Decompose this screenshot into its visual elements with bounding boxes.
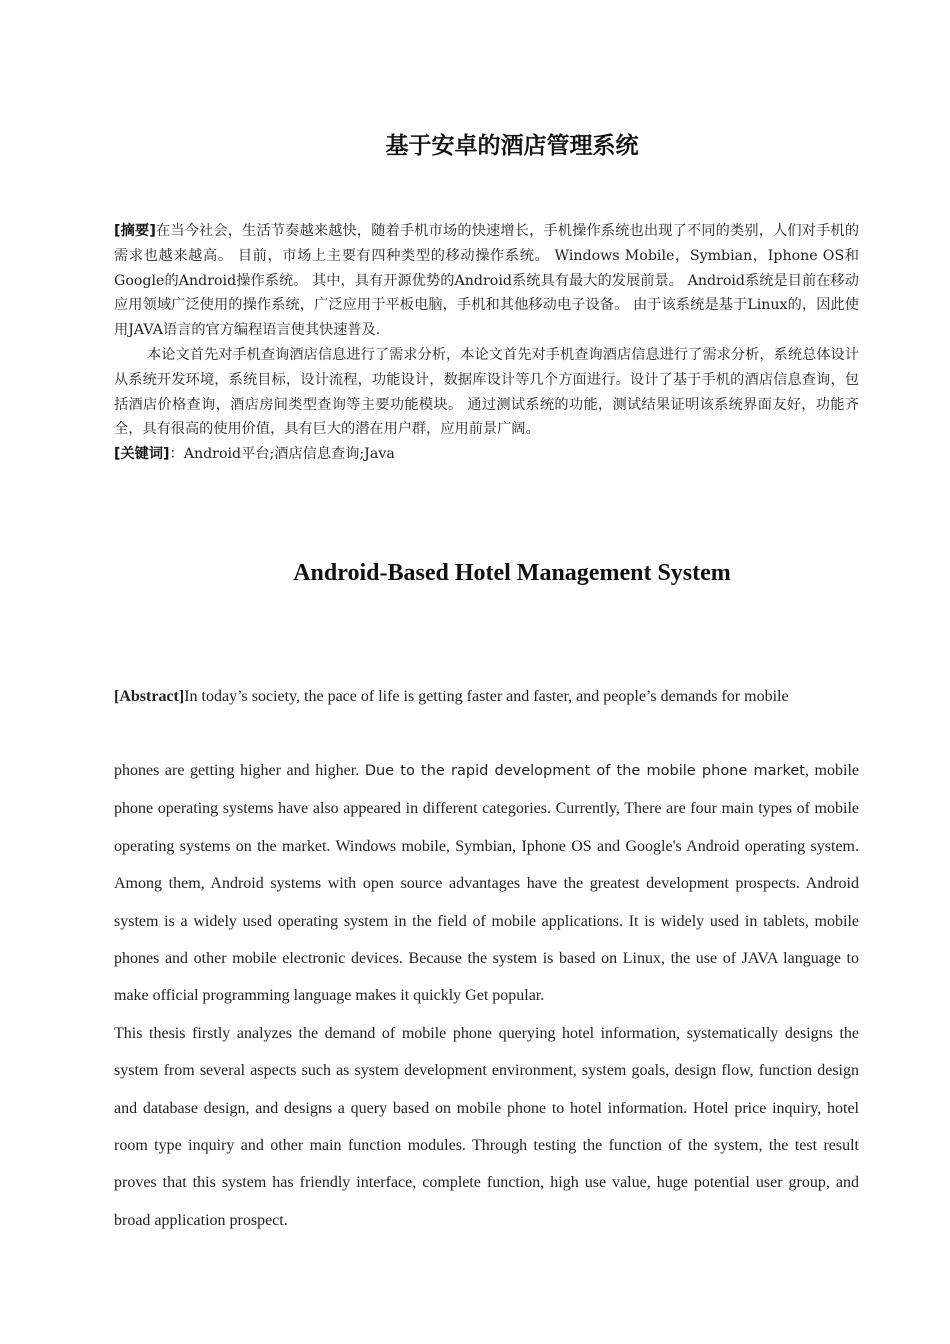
chinese-keywords-label: [关键词] xyxy=(114,446,170,463)
english-abstract-line-2c: , mobile phone operating systems have also appeared in different categories. Currently, There are four main types of mobile operating systems on the market. Windows mobile, Symbian, Iphone OS and Google's Android operating system. Among them, Android systems with open source advantages have the greatest development prospects. Android system is a widely used operating system in the field of mobile applications. It is widely used in tablets, mobile phones and other mobile electronic devices. Because the system is based on Linux, the use of JAVA language to make official programming language makes it quickly Get popular. xyxy=(114,762,859,1005)
english-title: Android-Based Hotel Management System xyxy=(293,560,731,586)
english-abstract-line-1 xyxy=(114,684,859,710)
chinese-abstract-label: [摘要] xyxy=(114,223,156,239)
chinese-abstract-paragraph-1 xyxy=(114,219,859,343)
paragraph-gap xyxy=(114,710,859,752)
english-abstract-paragraph-2: This thesis firstly analyzes the demand of mobile phone querying hotel information, systematically designs the system from several aspects such as system development environment, system goals, design flow, function design and database design, and designs a query based on mobile phone to hotel information. Hotel price inquiry, hotel room type inquiry and other main function modules. Through testing the function of the system, the test result proves that this system has friendly interface, complete function, high use value, huge potential user group, and broad application prospect. xyxy=(114,1024,859,1229)
chinese-abstract xyxy=(114,219,859,467)
english-abstract-paragraph-1 xyxy=(114,752,859,1015)
english-abstract-line-2a: phones are getting higher and higher. xyxy=(114,762,365,779)
chinese-abstract-paragraph-2: 本论文首先对手机查询酒店信息进行了需求分析，本论文首先对手机查询酒店信息进行了需求分析，系统总体设计从系统开发环境，系统目标，设计流程，功能设计，数据库设计等几个方面进行。设计了基于手机的酒店信息查询，包括酒店价格查询，酒店房间类型查询等主要功能模块。 通过测试系统的功能，测试结果证明该系统界面友好，功能齐全，具有很高的使用价值，具有巨大的潜在用户群，应用前景广阔。 xyxy=(114,346,859,438)
chinese-title: 基于安卓的酒店管理系统 xyxy=(385,133,639,159)
english-abstract-label: [Abstract] xyxy=(114,688,185,705)
chinese-abstract-text-1: 在当今社会，生活节奏越来越快，随着手机市场的快速增长，手机操作系统也出现了不同的类别，人们对手机的需求也越来越高。 目前，市场上主要有四种类型的移动操作系统。 Windows Mobile，Symbian，Iphone OS和Google的Android操作系统。 其中，具有开源优势的Android系统具有最大的发展前景。 Android系统是目前在移动应用领域广泛使用的操作系统，广泛应用于平板电脑，手机和其他移动电子设备。 由于该系统是基于Linux的，因此使用JAVA语言的官方编程语言使其快速普及. xyxy=(114,223,860,339)
chinese-keywords-text: ：Android平台;酒店信息查询;Java xyxy=(169,446,395,463)
chinese-keywords xyxy=(114,442,859,467)
english-abstract-line-1-text: In today’s society, the pace of life is getting faster and faster, and people’s demands for mobile xyxy=(184,688,789,705)
english-abstract-inserted-phrase: Due to the rapid development of the mobile phone market xyxy=(364,763,805,779)
english-abstract xyxy=(114,684,859,1239)
